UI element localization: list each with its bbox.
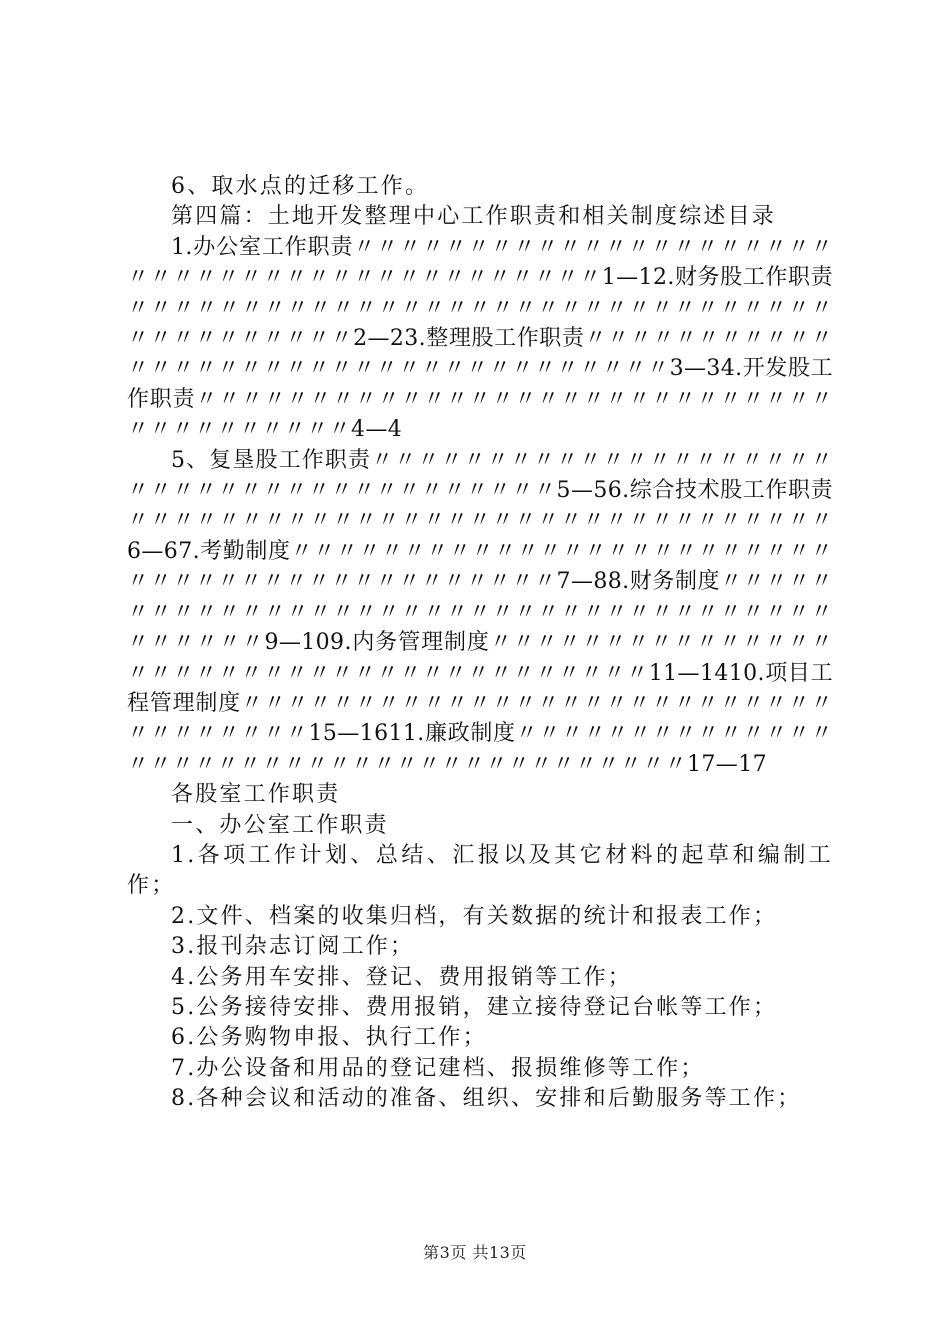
subheading: 一、办公室工作职责 (171, 812, 389, 838)
list-item: 5.公务接待安排、费用报销，建立接待登记台帐等工作； (171, 994, 778, 1020)
list-item: 2.文件、档案的收集归档，有关数据的统计和报表工作； (171, 903, 778, 929)
list-item: 6.公务购物申报、执行工作； (171, 1025, 487, 1051)
paragraph: 6、取水点的迁移工作。 (171, 174, 430, 199)
list-item: 4.公务用车安排、登记、费用报销等工作； (171, 964, 632, 990)
toc-entries-1: 1.办公室工作职责〃〃〃〃〃〃〃〃〃〃〃〃〃〃〃〃〃〃〃〃〃〃〃〃〃〃〃〃〃〃〃〃〃〃〃〃〃〃〃〃〃〃1—12.财务股工作职责〃〃〃〃〃〃〃〃〃〃〃〃〃〃〃〃〃〃〃〃〃〃〃〃〃〃〃〃〃〃〃〃〃〃〃〃〃〃〃〃〃2—23.整理股工作职责〃〃〃〃〃〃〃〃〃〃〃〃〃〃〃〃〃〃〃〃〃〃〃〃〃〃〃〃〃〃〃〃〃〃〃3—34.开发股工作职责〃〃〃〃〃〃〃〃〃〃〃〃〃〃〃〃〃〃〃〃〃〃〃〃〃〃〃〃〃〃〃〃〃〃〃〃〃〃4—4 (127, 234, 833, 443)
heading: 各股室工作职责 (171, 782, 341, 808)
list-item: 7.办公设备和用品的登记建档、报损维修等工作； (171, 1055, 705, 1081)
document-body (127, 172, 833, 1115)
section-title: 第四篇：土地开发整理中心工作职责和相关制度综述目录 (171, 204, 777, 230)
list-item: 3.报刊杂志订阅工作； (171, 934, 415, 960)
list-item: 1.各项工作计划、总结、汇报以及其它材料的起草和编制工作； (127, 842, 833, 899)
page-footer: 第3页 共13页 (423, 1243, 527, 1262)
toc-entries-2: 5、复垦股工作职责〃〃〃〃〃〃〃〃〃〃〃〃〃〃〃〃〃〃〃〃〃〃〃〃〃〃〃〃〃〃〃〃〃〃〃〃〃〃〃5—56.综合技术股工作职责〃〃〃〃〃〃〃〃〃〃〃〃〃〃〃〃〃〃〃〃〃〃〃〃〃〃〃〃〃〃〃6—67.考勤制度〃〃〃〃〃〃〃〃〃〃〃〃〃〃〃〃〃〃〃〃〃〃〃〃〃〃〃〃〃〃〃〃〃〃〃〃〃〃〃〃〃〃〃7—88.财务制度〃〃〃〃〃〃〃〃〃〃〃〃〃〃〃〃〃〃〃〃〃〃〃〃〃〃〃〃〃〃〃〃〃〃〃〃〃〃〃〃〃〃9—109.内务管理制度〃〃〃〃〃〃〃〃〃〃〃〃〃〃〃〃〃〃〃〃〃〃〃〃〃〃〃〃〃〃〃〃〃〃〃〃〃〃11—1410.项目工程管理制度〃〃〃〃〃〃〃〃〃〃〃〃〃〃〃〃〃〃〃〃〃〃〃〃〃〃〃〃〃〃〃〃〃〃15—1611.廉政制度〃〃〃〃〃〃〃〃〃〃〃〃〃〃〃〃〃〃〃〃〃〃〃〃〃〃〃〃〃〃〃〃〃〃〃〃〃〃〃17—17 (127, 447, 833, 777)
list-item: 8.各种会议和活动的准备、组织、安排和后勤服务等工作； (171, 1086, 802, 1112)
